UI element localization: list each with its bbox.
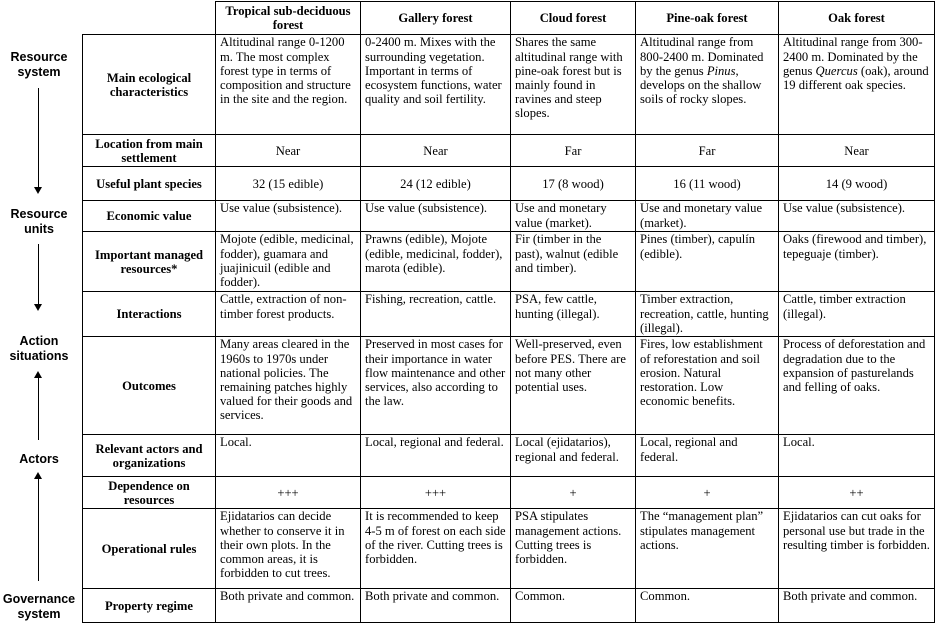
table-cell: Local, regional and federal.: [361, 435, 511, 477]
header-row: [83, 2, 935, 35]
table-cell: It is recommended to keep 4-5 m of forest on each side of the river. Cutting trees is forbidden.: [361, 509, 511, 589]
table-cell: +: [636, 477, 779, 509]
cell-text: Altitudinal range from 300-2400 m. Dominated by the genus: [783, 35, 923, 78]
genus-name: Pinus: [706, 63, 736, 78]
table-cell: PSA, few cattle, hunting (illegal).: [511, 292, 636, 337]
arrow-up-line: [38, 479, 39, 581]
table-cell: Preserved in most cases for their importance in water flow maintenance and other services, also according to the law.: [361, 337, 511, 435]
row-header: Main ecological characteristics: [83, 35, 216, 135]
table-cell: Prawns (edible), Mojote (edible, medicinal, fodder), marota (edible).: [361, 232, 511, 292]
table-cell: 32 (15 edible): [216, 167, 361, 201]
cell-text: , develops on the shallow soils of rocky slopes.: [640, 63, 762, 107]
table-cell: 17 (8 wood): [511, 167, 636, 201]
table-row: [83, 292, 935, 337]
table-row: [83, 167, 935, 201]
table-cell: Use value (subsistence).: [779, 201, 935, 232]
row-header: Location from main settlement: [83, 135, 216, 167]
label-action-situations: Action situations: [9, 334, 69, 363]
table-cell: Ejidatarios can cut oaks for personal use but trade in the resulting timber is forbidden.: [779, 509, 935, 589]
table-cell: Use value (subsistence).: [216, 201, 361, 232]
table-cell: Fir (timber in the past), walnut (edible and timber).: [511, 232, 636, 292]
forest-comparison-table: [82, 1, 935, 623]
col-cloud-forest: Cloud forest: [511, 2, 636, 35]
table-cell: 16 (11 wood): [636, 167, 779, 201]
genus-name: Quercus: [815, 63, 858, 78]
table-cell: Ejidatarios can decide whether to conserve it in their own plots. In the common areas, it is forbidden to cut trees.: [216, 509, 361, 589]
arrow-up-head: [34, 472, 42, 479]
table-cell: Use and monetary value (market).: [636, 201, 779, 232]
framework-sidebar: [0, 0, 78, 641]
table-cell: Well-preserved, even before PES. There are not many other potential uses.: [511, 337, 636, 435]
arrow-down-head: [34, 187, 42, 194]
label-resource-system: Resource system: [10, 50, 68, 79]
table-row: [83, 201, 935, 232]
table-cell: Cattle, timber extraction (illegal).: [779, 292, 935, 337]
table-cell: Timber extraction, recreation, cattle, hunting (illegal).: [636, 292, 779, 337]
table-cell: Many areas cleared in the 1960s to 1970s under national policies. The remaining patches highly valued for their goods and services.: [216, 337, 361, 435]
row-header: Important managed resources*: [83, 232, 216, 292]
table-cell: Fishing, recreation, cattle.: [361, 292, 511, 337]
table-cell: +++: [216, 477, 361, 509]
cell-text: Altitudinal range from 800-2400 m. Dominated by the genus: [640, 35, 764, 78]
table-cell: +++: [361, 477, 511, 509]
table-cell: Oaks (firewood and timber), tepeguaje (timber).: [779, 232, 935, 292]
table-cell: [636, 35, 779, 135]
row-header: Useful plant species: [83, 167, 216, 201]
table-row: [83, 35, 935, 135]
row-header: Operational rules: [83, 509, 216, 589]
arrow-up-line: [38, 378, 39, 440]
table-cell: Shares the same altitudinal range with pine-oak forest but is mainly found in ravines and steep slopes.: [511, 35, 636, 135]
table-cell: Both private and common.: [216, 589, 361, 623]
table-cell: Common.: [636, 589, 779, 623]
label-resource-units: Resource units: [10, 207, 68, 236]
table-row: [83, 477, 935, 509]
table-row: [83, 589, 935, 623]
table-cell: Common.: [511, 589, 636, 623]
table-cell: Near: [361, 135, 511, 167]
table-cell: Both private and common.: [361, 589, 511, 623]
col-tropical-sub-deciduous-forest: Tropical sub-deciduous forest: [216, 2, 361, 35]
table-cell: 0-2400 m. Mixes with the surrounding vegetation. Important in terms of ecosystem functions, water quality and soil fertility.: [361, 35, 511, 135]
table-cell: Local.: [216, 435, 361, 477]
table-cell: 24 (12 edible): [361, 167, 511, 201]
arrow-down-line: [38, 88, 39, 188]
table-cell: Both private and common.: [779, 589, 935, 623]
table-row: [83, 232, 935, 292]
row-header: Outcomes: [83, 337, 216, 435]
arrow-up-head: [34, 371, 42, 378]
table-cell: PSA stipulates management actions. Cutting trees is forbidden.: [511, 509, 636, 589]
table-cell: +: [511, 477, 636, 509]
table-row: [83, 337, 935, 435]
corner-cell: [83, 2, 216, 35]
table-cell: Local, regional and federal.: [636, 435, 779, 477]
row-header: Dependence on resources: [83, 477, 216, 509]
row-header: Property regime: [83, 589, 216, 623]
row-header: Economic value: [83, 201, 216, 232]
label-governance-system: Governance system: [2, 592, 76, 621]
table-cell: Near: [216, 135, 361, 167]
arrow-down-head: [34, 304, 42, 311]
table-cell: Altitudinal range 0-1200 m. The most complex forest type in terms of composition and structure in the site and the region.: [216, 35, 361, 135]
table-cell: Far: [511, 135, 636, 167]
table-cell: Local.: [779, 435, 935, 477]
label-actors: Actors: [19, 452, 59, 466]
table-cell: Local (ejidatarios), regional and federal.: [511, 435, 636, 477]
cell-text: (oak), around 19 different oak species.: [783, 63, 929, 93]
table-cell: Pines (timber), capulín (edible).: [636, 232, 779, 292]
table-row: [83, 135, 935, 167]
table-cell: Use and monetary value (market).: [511, 201, 636, 232]
table-cell: Far: [636, 135, 779, 167]
table-cell: The “management plan” stipulates management actions.: [636, 509, 779, 589]
row-header: Relevant actors and organizations: [83, 435, 216, 477]
col-pine-oak-forest: Pine-oak forest: [636, 2, 779, 35]
row-header: Interactions: [83, 292, 216, 337]
table-cell: 14 (9 wood): [779, 167, 935, 201]
table-cell: ++: [779, 477, 935, 509]
table-row: [83, 435, 935, 477]
table-cell: Cattle, extraction of non-timber forest products.: [216, 292, 361, 337]
table-row: [83, 509, 935, 589]
col-gallery-forest: Gallery forest: [361, 2, 511, 35]
arrow-down-line: [38, 244, 39, 305]
table-cell: Fires, low establishment of reforestation and soil erosion. Natural restoration. Low economic benefits.: [636, 337, 779, 435]
table-cell: [779, 35, 935, 135]
col-oak-forest: Oak forest: [779, 2, 935, 35]
table-cell: Process of deforestation and degradation due to the expansion of pasturelands and felling of oaks.: [779, 337, 935, 435]
table-cell: Near: [779, 135, 935, 167]
table-cell: Use value (subsistence).: [361, 201, 511, 232]
table-cell: Mojote (edible, medicinal, fodder), guamara and juajinicuil (edible and fodder).: [216, 232, 361, 292]
